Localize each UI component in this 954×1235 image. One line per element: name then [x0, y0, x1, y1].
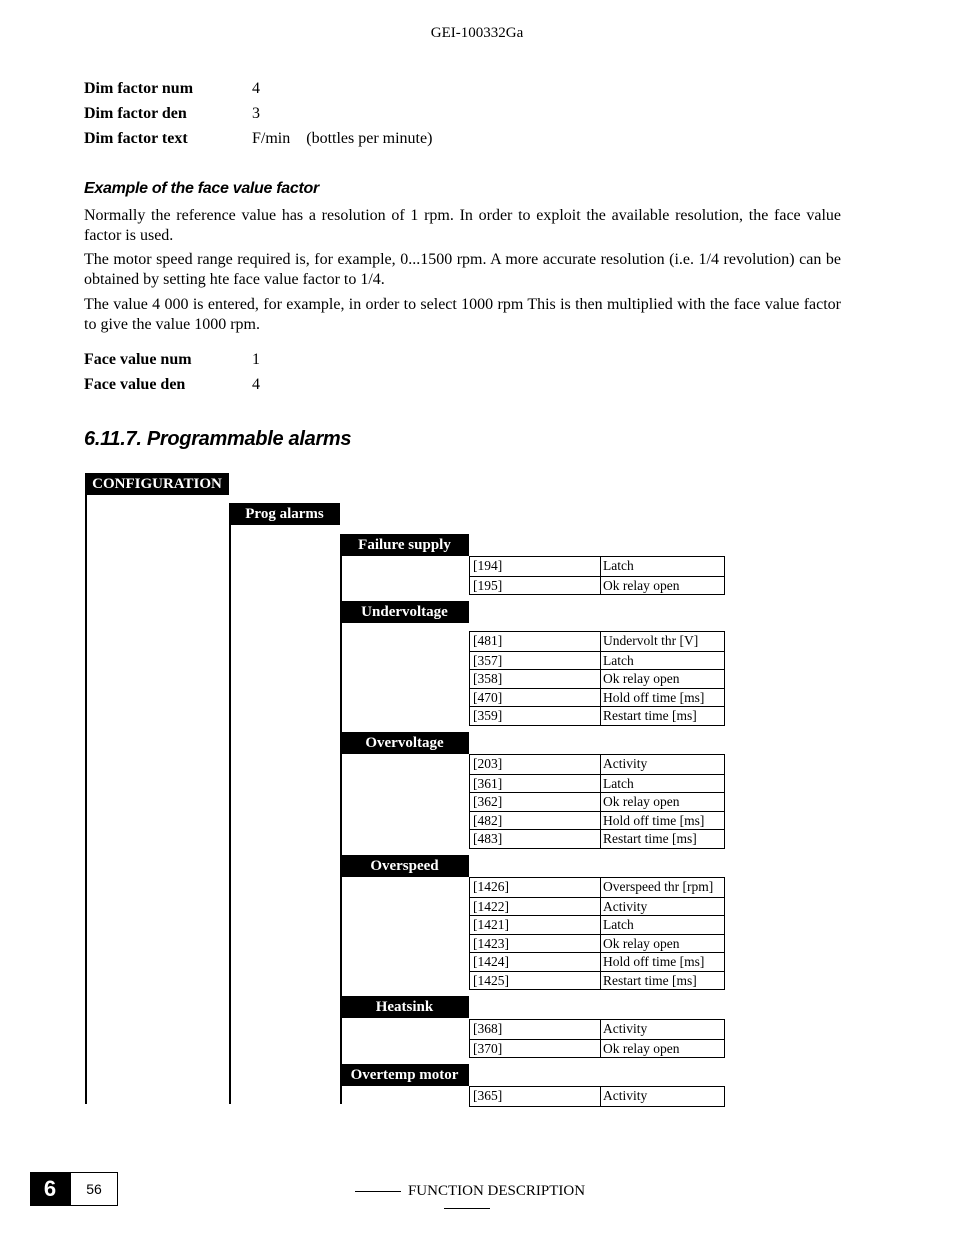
footer-rule — [444, 1208, 490, 1209]
param-row — [470, 952, 724, 971]
param-code: [368] — [473, 1021, 503, 1036]
value: 3 — [252, 105, 260, 122]
param-row — [470, 651, 724, 670]
column-divider — [600, 652, 601, 670]
column-divider — [600, 707, 601, 725]
param-description: Hold off time [ms] — [603, 954, 705, 969]
chapter-number: 6 — [30, 1172, 70, 1206]
footer-title — [320, 1183, 613, 1217]
paragraph: Normally the reference value has a resolution of 1 rpm. In order to exploit the available resolution, the face value factor is used. — [84, 207, 841, 244]
param-row — [470, 897, 724, 916]
column-divider — [600, 557, 601, 576]
param-row — [470, 915, 724, 934]
param-code: [358] — [473, 671, 503, 686]
param-table — [469, 631, 725, 726]
param-row — [470, 688, 724, 707]
param-description: Overspeed thr [rpm] — [603, 879, 714, 894]
param-row — [470, 1087, 724, 1106]
param-description: Ok relay open — [603, 935, 680, 951]
tree-connector — [340, 556, 342, 1104]
param-code: [195] — [473, 577, 503, 593]
param-row — [470, 632, 724, 651]
param-table — [469, 1019, 725, 1058]
column-divider — [600, 972, 601, 990]
param-row — [470, 792, 724, 811]
param-table — [469, 877, 725, 990]
column-divider — [600, 793, 601, 811]
footer-text: FUNCTION DESCRIPTION — [407, 1183, 586, 1199]
paragraph: The value 4 000 is entered, for example, in order to select 1000 rpm This is then multiplied with the face value factor to give the value 1000 rpm. — [84, 296, 841, 333]
label: Face value num — [84, 351, 192, 368]
param-description: Activity — [603, 756, 648, 771]
group-header: Heatsink — [340, 996, 469, 1018]
param-code: [1422] — [473, 898, 509, 914]
param-code: [1424] — [473, 954, 509, 969]
column-divider — [600, 878, 601, 897]
column-divider — [600, 670, 601, 688]
param-row — [470, 971, 724, 990]
param-code: [470] — [473, 689, 503, 705]
param-table — [469, 1086, 725, 1107]
param-code: [481] — [473, 633, 503, 648]
param-row — [470, 706, 724, 725]
label: Dim factor text — [84, 130, 188, 147]
value: 1 — [252, 351, 260, 368]
param-code: [370] — [473, 1040, 503, 1056]
param-row — [470, 1020, 724, 1039]
value: 4 — [252, 376, 260, 393]
param-description: Ok relay open — [603, 1040, 680, 1056]
column-divider — [600, 953, 601, 971]
param-description: Activity — [603, 1021, 648, 1036]
footer-rule — [355, 1191, 401, 1192]
tree-node-prog-alarms: Prog alarms — [229, 503, 340, 525]
param-row — [470, 669, 724, 688]
param-code: [357] — [473, 652, 503, 668]
group-header: Overspeed — [340, 855, 469, 877]
param-code: [194] — [473, 558, 503, 573]
param-description: Latch — [603, 775, 634, 791]
column-divider — [600, 935, 601, 953]
param-description: Restart time [ms] — [603, 972, 697, 988]
param-description: Activity — [603, 898, 648, 914]
group-header: Failure supply — [340, 534, 469, 556]
param-row — [470, 878, 724, 897]
param-row — [470, 1039, 724, 1058]
label: Dim factor num — [84, 80, 194, 97]
label: Face value den — [84, 376, 186, 393]
param-code: [203] — [473, 756, 503, 771]
column-divider — [600, 1087, 601, 1106]
group-header: Undervoltage — [340, 601, 469, 623]
param-description: Ok relay open — [603, 577, 680, 593]
note: (bottles per minute) — [306, 130, 433, 147]
param-row — [470, 755, 724, 774]
param-description: Ok relay open — [603, 671, 680, 686]
param-code: [1421] — [473, 917, 509, 932]
value: 4 — [252, 80, 260, 97]
column-divider — [600, 830, 601, 848]
param-description: Hold off time [ms] — [603, 689, 705, 705]
param-table — [469, 556, 725, 595]
paragraph: The motor speed range required is, for example, 0...1500 rpm. A more accurate resolution (i.e. 1/4 revolution) can be obtained by setting hte face value factor to 1/4. — [84, 251, 841, 288]
param-code: [1426] — [473, 879, 509, 894]
param-code: [483] — [473, 831, 503, 846]
param-code: [1425] — [473, 972, 509, 988]
param-code: [362] — [473, 794, 503, 809]
column-divider — [600, 916, 601, 934]
param-description: Activity — [603, 1088, 648, 1103]
param-row — [470, 557, 724, 576]
column-divider — [600, 1040, 601, 1058]
param-row — [470, 576, 724, 595]
tree-root-configuration: CONFIGURATION — [85, 473, 229, 495]
column-divider — [600, 632, 601, 651]
page-number: 56 — [70, 1172, 118, 1206]
column-divider — [600, 898, 601, 916]
param-code: [365] — [473, 1088, 503, 1103]
column-divider — [600, 755, 601, 774]
param-row — [470, 774, 724, 793]
column-divider — [600, 577, 601, 595]
value: F/min — [252, 130, 291, 147]
label: Dim factor den — [84, 105, 187, 122]
param-code: [361] — [473, 775, 503, 791]
param-description: Hold off time [ms] — [603, 812, 705, 828]
tree-connector — [85, 495, 87, 1104]
param-code: [359] — [473, 708, 503, 723]
param-code: [482] — [473, 812, 503, 828]
section-title: 6.11.7. Programmable alarms — [84, 428, 352, 450]
param-description: Latch — [603, 558, 634, 573]
param-row — [470, 811, 724, 830]
column-divider — [600, 812, 601, 830]
param-code: [1423] — [473, 935, 509, 951]
column-divider — [600, 775, 601, 793]
group-header: Overvoltage — [340, 732, 469, 754]
example-heading: Example of the face value factor — [84, 180, 319, 197]
param-description: Undervolt thr [V] — [603, 633, 699, 648]
document-id: GEI-100332Ga — [430, 25, 524, 41]
param-description: Restart time [ms] — [603, 831, 697, 846]
tree-connector — [229, 525, 231, 1104]
column-divider — [600, 689, 601, 707]
param-description: Latch — [603, 917, 634, 932]
param-row — [470, 934, 724, 953]
param-description: Latch — [603, 652, 634, 668]
param-table — [469, 754, 725, 849]
group-header: Overtemp motor — [340, 1064, 469, 1086]
param-row — [470, 829, 724, 848]
param-description: Restart time [ms] — [603, 708, 697, 723]
param-description: Ok relay open — [603, 794, 680, 809]
column-divider — [600, 1020, 601, 1039]
